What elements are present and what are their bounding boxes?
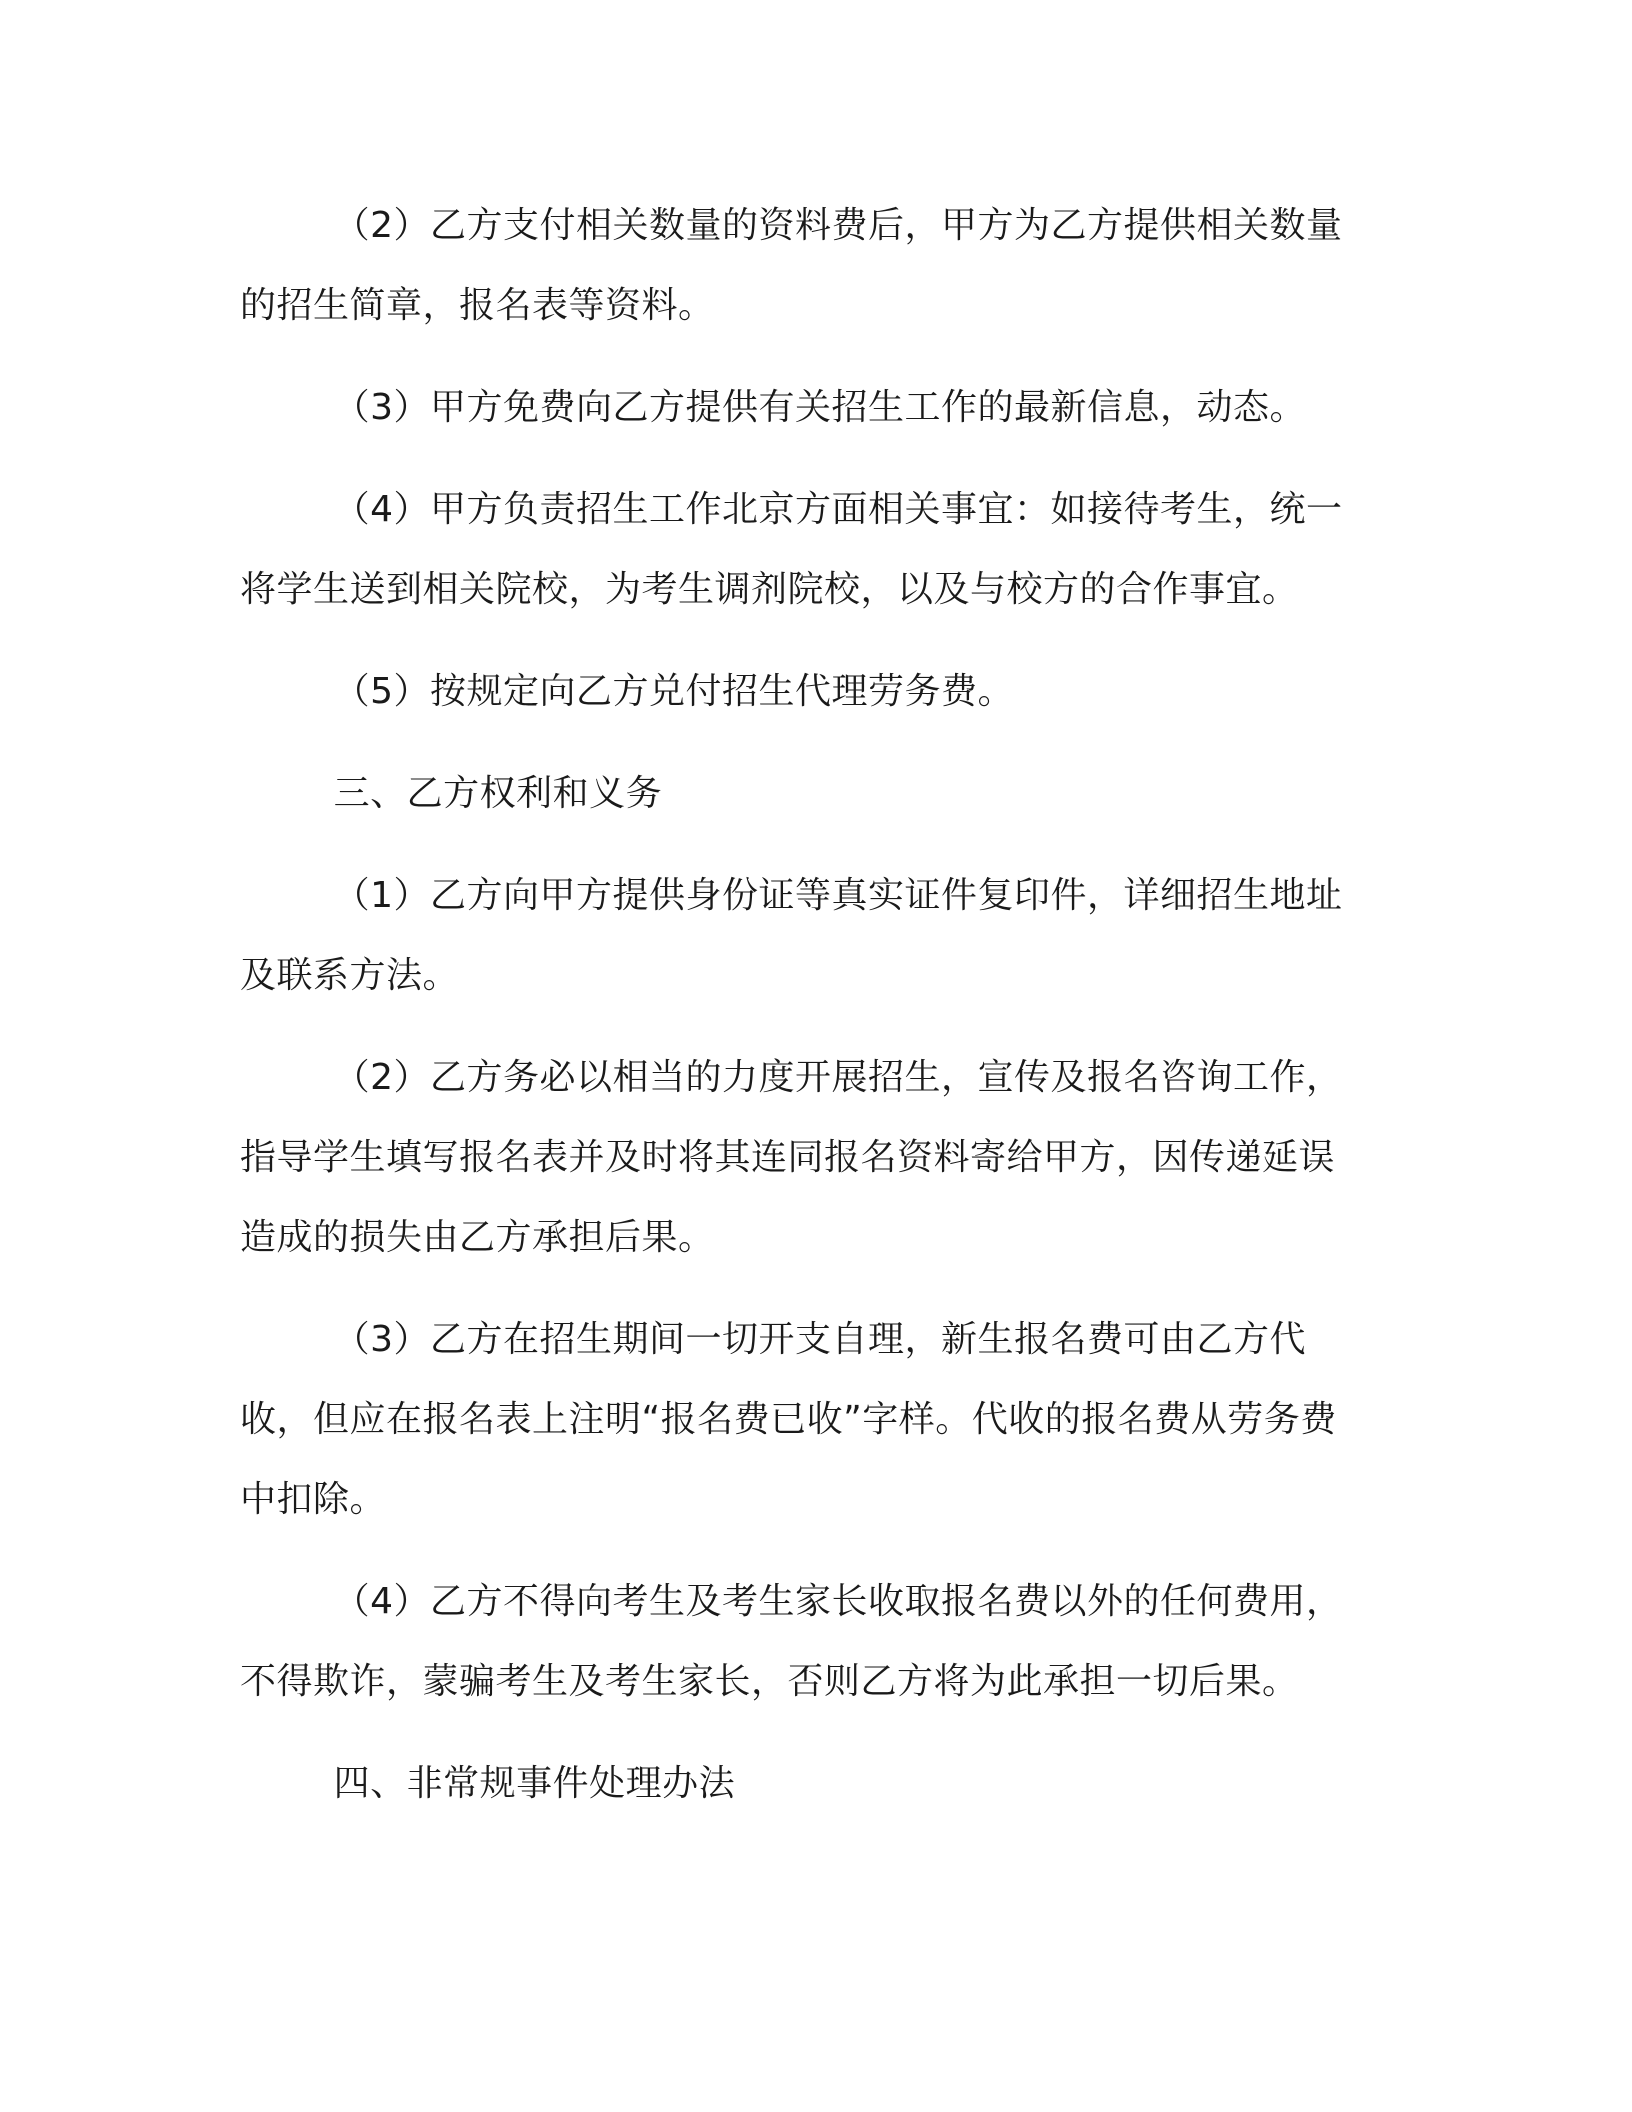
section-heading-yi-rights: 三、乙方权利和义务 xyxy=(333,773,663,814)
paragraph-jia-obligation-2: （2）乙方支付相关数量的资料费后，甲方为乙方提供相关数量的招生简章，报名表等资料。 xyxy=(240,205,1343,326)
paragraph-gap xyxy=(240,834,1370,856)
paragraph-yi-obligation-3: （3）乙方在招生期间一切开支自理，新生报名费可由乙方代收，但应在报名表上注明“报名费已收”字样。代收的报名费从劳务费中扣除。 xyxy=(240,1319,1337,1520)
document-body xyxy=(240,186,1370,1824)
paragraph-jia-obligation-3: （3）甲方免费向乙方提供有关招生工作的最新信息，动态。 xyxy=(333,387,1306,428)
paragraph-gap xyxy=(240,1278,1370,1300)
paragraph-gap xyxy=(240,1722,1370,1744)
section-heading-irregular-events: 四、非常规事件处理办法 xyxy=(333,1763,736,1804)
paragraph-jia-obligation-4: （4）甲方负责招生工作北京方面相关事宜：如接待考生，统一将学生送到相关院校，为考生调剂院校，以及与校方的合作事宜。 xyxy=(240,489,1343,610)
paragraph-jia-obligation-5: （5）按规定向乙方兑付招生代理劳务费。 xyxy=(333,671,1014,712)
paragraph-yi-obligation-1: （1）乙方向甲方提供身份证等真实证件复印件，详细招生地址及联系方法。 xyxy=(240,875,1343,996)
paragraph-yi-obligation-4: （4）乙方不得向考生及考生家长收取报名费以外的任何费用，不得欺诈，蒙骗考生及考生家长，否则乙方将为此承担一切后果。 xyxy=(240,1581,1343,1702)
paragraph-yi-obligation-2: （2）乙方务必以相当的力度开展招生，宣传及报名咨询工作，指导学生填写报名表并及时将其连同报名资料寄给甲方，因传递延误造成的损失由乙方承担后果。 xyxy=(240,1057,1343,1258)
paragraph-gap xyxy=(240,1540,1370,1562)
paragraph-gap xyxy=(240,346,1370,368)
paragraph-gap xyxy=(240,732,1370,754)
paragraph-gap xyxy=(240,448,1370,470)
paragraph-gap xyxy=(240,1016,1370,1038)
paragraph-gap xyxy=(240,630,1370,652)
